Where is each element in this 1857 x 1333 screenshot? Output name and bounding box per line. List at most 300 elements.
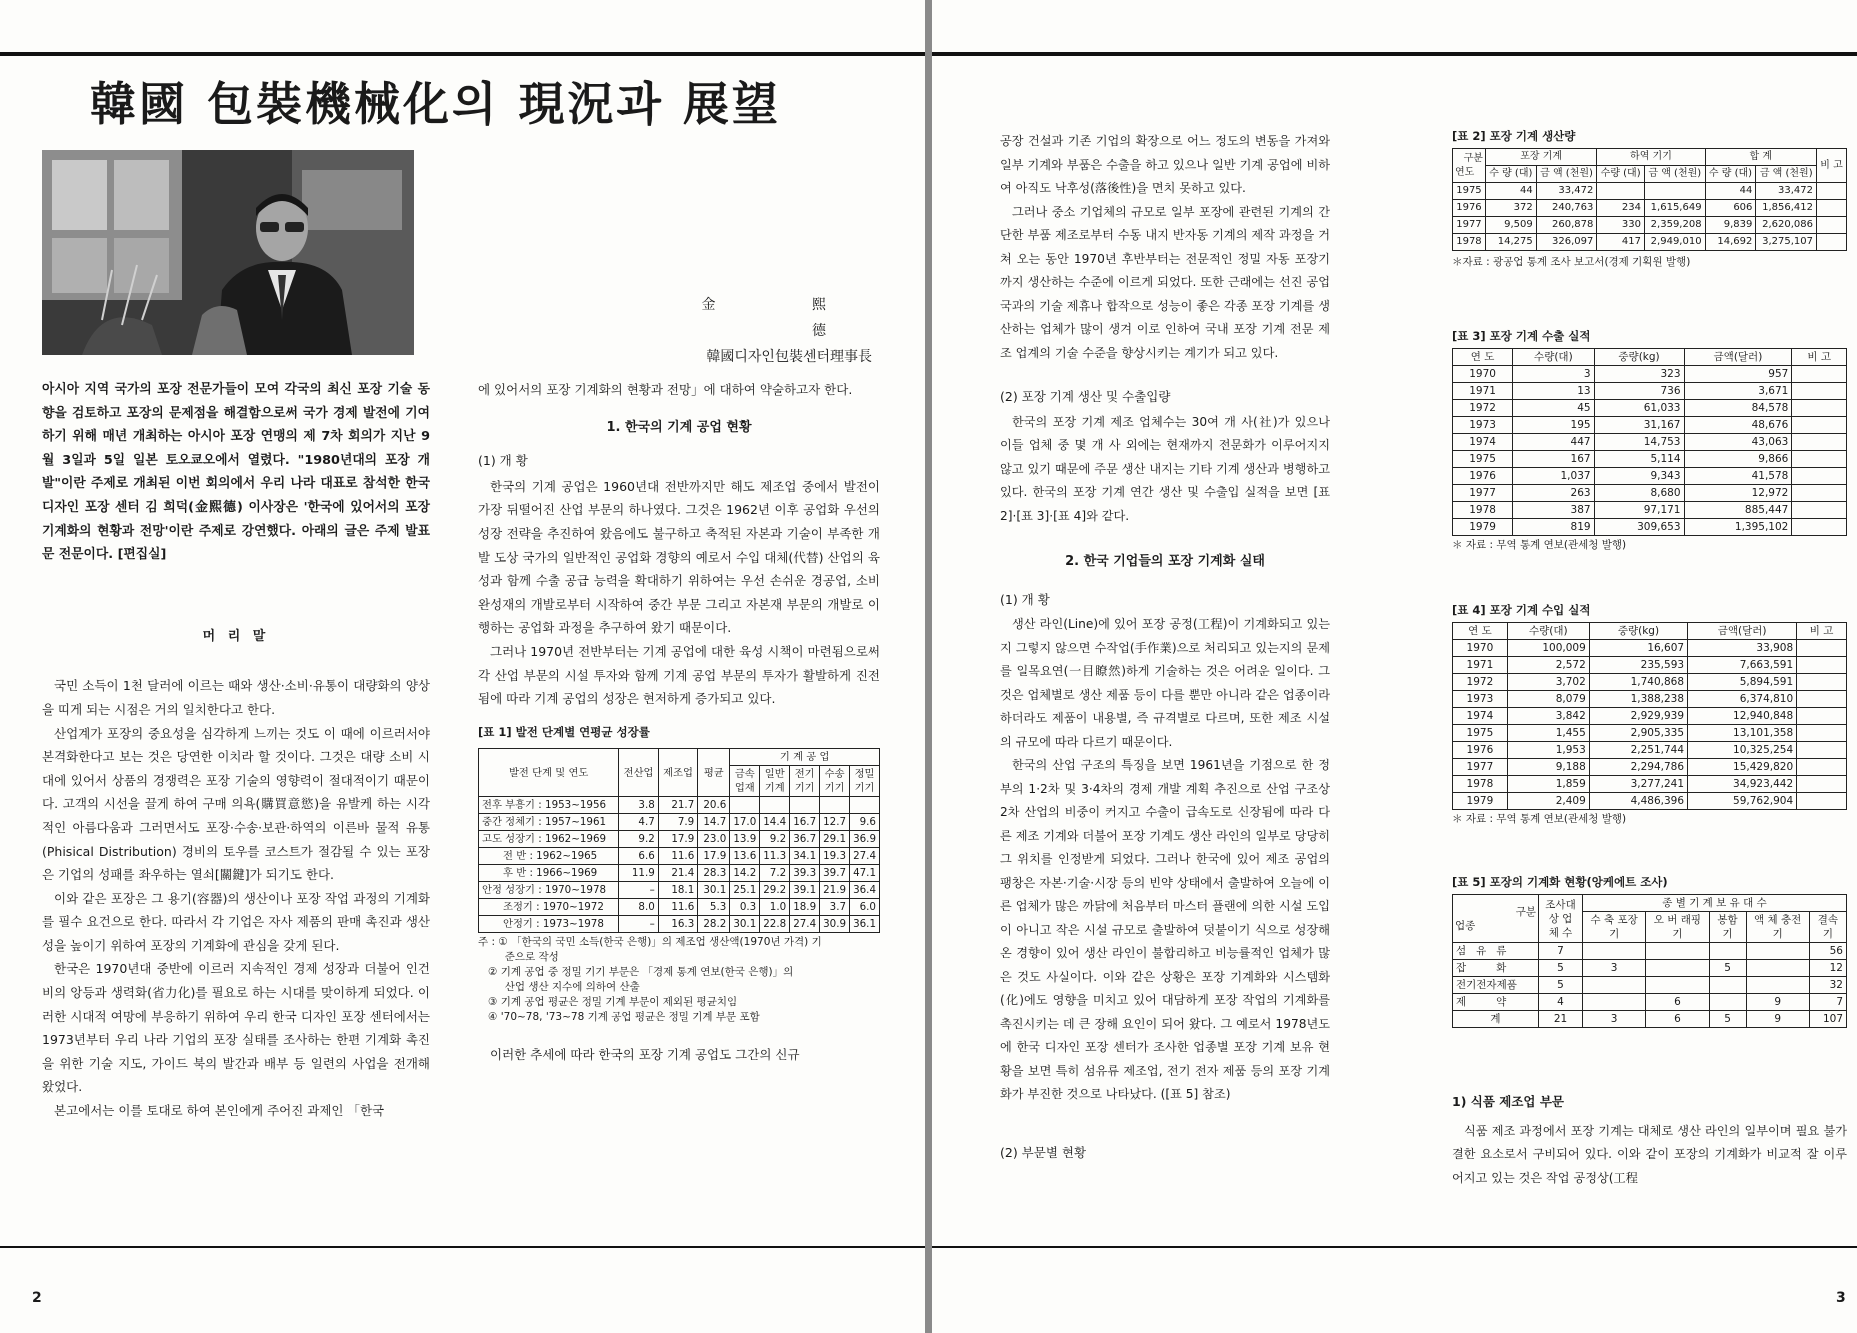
table-cell: 61,033 bbox=[1594, 400, 1684, 417]
table-cell bbox=[1792, 468, 1847, 485]
table-cell: 1,856,412 bbox=[1756, 200, 1817, 217]
table-cell: – bbox=[619, 882, 658, 899]
table-cell: 3,277,241 bbox=[1589, 776, 1687, 793]
table-cell bbox=[1646, 943, 1709, 960]
table-row bbox=[1453, 383, 1847, 400]
table-row bbox=[1453, 640, 1847, 657]
table-cell: 14.2 bbox=[730, 865, 760, 882]
table-cell: 5,894,591 bbox=[1688, 674, 1797, 691]
table-cell: 10,325,254 bbox=[1688, 742, 1797, 759]
table-row bbox=[1453, 485, 1847, 502]
table-cell: 1974 bbox=[1453, 434, 1513, 451]
table2-corner-top: 구분 bbox=[1463, 152, 1483, 164]
table2-header: 하역 기기 bbox=[1597, 149, 1705, 166]
intro-heading: 머 리 말 bbox=[202, 628, 270, 644]
table1-note: 산업 생산 지수에 의하여 산출 bbox=[478, 981, 640, 994]
table3-header-row bbox=[1453, 349, 1847, 366]
table-cell: 6,374,810 bbox=[1688, 691, 1797, 708]
table-cell: 7.2 bbox=[760, 865, 790, 882]
table-cell: 전기전자제품 bbox=[1453, 977, 1539, 994]
table-cell: 12.7 bbox=[820, 814, 850, 831]
spine-gutter bbox=[925, 0, 932, 1333]
table-cell: 1,740,868 bbox=[1589, 674, 1687, 691]
table-cell: 260,878 bbox=[1536, 217, 1597, 234]
table-cell: 34.1 bbox=[790, 848, 820, 865]
table-cell: 5 bbox=[1709, 1011, 1746, 1028]
table-cell bbox=[1792, 519, 1847, 536]
author-role: 韓國디자인包裝센터理事長 bbox=[706, 349, 872, 365]
table-cell: 27.4 bbox=[850, 848, 880, 865]
table-row bbox=[1453, 691, 1847, 708]
table-cell: 32 bbox=[1809, 977, 1846, 994]
table-cell: 3.8 bbox=[619, 797, 658, 814]
table-cell: 15,429,820 bbox=[1688, 759, 1797, 776]
table-cell: 17.9 bbox=[658, 831, 697, 848]
table-cell bbox=[1797, 691, 1847, 708]
table-row bbox=[1453, 200, 1847, 217]
table-row bbox=[1453, 759, 1847, 776]
table-cell: 9,839 bbox=[1705, 217, 1756, 234]
table5-subheader: 봉함기 bbox=[1709, 912, 1746, 943]
table1-note: 준으로 작성 bbox=[478, 951, 559, 964]
table-cell: 309,653 bbox=[1594, 519, 1684, 536]
table1-header: 제조업 bbox=[658, 749, 697, 797]
table-cell: 9.2 bbox=[760, 831, 790, 848]
table-cell: 33,472 bbox=[1756, 183, 1817, 200]
table-row bbox=[1453, 234, 1847, 251]
table2-subheader: 금 액 (천원) bbox=[1756, 166, 1817, 183]
table5-header: 종 별 기 계 보 유 대 수 bbox=[1583, 895, 1847, 912]
table-cell: 36.7 bbox=[790, 831, 820, 848]
table-cell: 6.6 bbox=[619, 848, 658, 865]
table1-header: 전산업 bbox=[619, 749, 658, 797]
table-cell bbox=[1797, 708, 1847, 725]
table-header-cell: 금액(달러) bbox=[1688, 623, 1797, 640]
table-cell: 13.9 bbox=[730, 831, 760, 848]
table-cell: 36.1 bbox=[850, 916, 880, 933]
table1-body bbox=[479, 797, 880, 933]
table-row bbox=[1453, 1011, 1847, 1028]
table-cell: 14,753 bbox=[1594, 434, 1684, 451]
table-row bbox=[479, 865, 880, 882]
table2-subheader: 수 량 (대) bbox=[1705, 166, 1756, 183]
table5-corner bbox=[1453, 895, 1539, 943]
section2-heading: 2. 한국 기업들의 포장 기계화 실태 bbox=[1065, 554, 1265, 569]
table-cell: 30.9 bbox=[820, 916, 850, 933]
table4-caption: [표 4] 포장 기계 수입 실적 bbox=[1452, 603, 1591, 617]
table4 bbox=[1452, 622, 1847, 810]
table-row bbox=[1453, 943, 1847, 960]
sector-subheading: (2) 부문별 현황 bbox=[1000, 1144, 1087, 1160]
table-cell: 계 bbox=[1453, 1011, 1539, 1028]
intro-paragraph: 본고에서는 이를 토대로 하여 본인에게 주어진 과제인 「한국 bbox=[54, 1103, 385, 1119]
table-cell: 13.6 bbox=[730, 848, 760, 865]
table-cell: 1977 bbox=[1453, 759, 1508, 776]
table1-subheader: 정밀 기기 bbox=[850, 766, 880, 797]
table-header-cell: 중량(kg) bbox=[1594, 349, 1684, 366]
table-cell: 2,949,010 bbox=[1644, 234, 1705, 251]
table-cell: 12,940,848 bbox=[1688, 708, 1797, 725]
table-cell: 1971 bbox=[1453, 383, 1513, 400]
table-cell: 33,908 bbox=[1688, 640, 1797, 657]
table-cell: 6.0 bbox=[850, 899, 880, 916]
table-row bbox=[1453, 657, 1847, 674]
table-cell: 9 bbox=[1746, 1011, 1809, 1028]
table3-block bbox=[1452, 328, 1847, 553]
table2-subheader: 금 액 (천원) bbox=[1644, 166, 1705, 183]
table-row bbox=[1453, 793, 1847, 810]
table-cell: 전 반 : 1962~1965 bbox=[479, 848, 619, 865]
table-cell: 11.6 bbox=[658, 899, 697, 916]
table5-body bbox=[1453, 943, 1847, 1028]
table-cell: 240,763 bbox=[1536, 200, 1597, 217]
table-cell: 2,905,335 bbox=[1589, 725, 1687, 742]
table-cell bbox=[1597, 183, 1645, 200]
table1 bbox=[478, 748, 880, 933]
table1-subheader: 전기 기기 bbox=[790, 766, 820, 797]
table-cell: 44 bbox=[1705, 183, 1756, 200]
table-header-cell: 연 도 bbox=[1453, 623, 1508, 640]
table-row bbox=[1453, 366, 1847, 383]
table2-header: 합 계 bbox=[1705, 149, 1816, 166]
right-column-2-bottom bbox=[1452, 1086, 1847, 1190]
table5-subheader: 액 체 충전기 bbox=[1746, 912, 1809, 943]
table2-block bbox=[1452, 128, 1847, 270]
author-photo bbox=[42, 150, 414, 355]
table-cell: 12,972 bbox=[1684, 485, 1792, 502]
table-cell bbox=[1797, 776, 1847, 793]
table-cell: 2,359,208 bbox=[1644, 217, 1705, 234]
table-cell bbox=[1792, 485, 1847, 502]
table-cell: 27.4 bbox=[790, 916, 820, 933]
table-cell bbox=[1797, 640, 1847, 657]
table-row bbox=[1453, 708, 1847, 725]
table-header-cell: 비 고 bbox=[1792, 349, 1847, 366]
table-cell bbox=[1792, 383, 1847, 400]
table-cell bbox=[1792, 417, 1847, 434]
table3 bbox=[1452, 348, 1847, 536]
table-cell: 330 bbox=[1597, 217, 1645, 234]
table-cell: 중간 정체기 : 1957~1961 bbox=[479, 814, 619, 831]
table-cell: 잡 화 bbox=[1453, 960, 1539, 977]
table-cell: 4,486,396 bbox=[1589, 793, 1687, 810]
table-cell: 33,472 bbox=[1536, 183, 1597, 200]
table-cell: 36.9 bbox=[850, 831, 880, 848]
table-cell: 235,593 bbox=[1589, 657, 1687, 674]
table-row bbox=[1453, 742, 1847, 759]
table-cell: 9,343 bbox=[1594, 468, 1684, 485]
section2-subheading: (1) 개 황 bbox=[1000, 591, 1050, 607]
table-cell: 2,929,939 bbox=[1589, 708, 1687, 725]
table-cell: 819 bbox=[1513, 519, 1594, 536]
table2-subheader: 수량 (대) bbox=[1597, 166, 1645, 183]
table-cell: 3.7 bbox=[820, 899, 850, 916]
table-cell bbox=[1792, 434, 1847, 451]
table-cell: – bbox=[619, 916, 658, 933]
table-cell: 48,676 bbox=[1684, 417, 1792, 434]
table-row bbox=[1453, 400, 1847, 417]
table-cell: 7 bbox=[1809, 994, 1846, 1011]
intro-paragraph: 이와 같은 포장은 그 용기(容器)의 생산이나 포장 작업 과정의 기계화를 필수 요건으로 한다. 따라서 각 기업은 자사 제품의 판매 촉진과 생산성을 높이기 위하여 포장의 기계화에 관심을 갖게 된다. bbox=[42, 890, 430, 953]
table-cell: 14,692 bbox=[1705, 234, 1756, 251]
table2-corner bbox=[1453, 149, 1486, 183]
author-name: 金 熙 德 bbox=[701, 297, 872, 339]
table2 bbox=[1452, 148, 1847, 251]
table-cell: 9,188 bbox=[1507, 759, 1589, 776]
table-cell: 30.1 bbox=[698, 882, 730, 899]
table-cell: 5 bbox=[1709, 960, 1746, 977]
table-cell: 1978 bbox=[1453, 234, 1486, 251]
table-cell: 1972 bbox=[1453, 400, 1513, 417]
right-paragraph: 그러나 중소 기업체의 규모로 일부 포장에 관련된 기계의 간단한 부품 제조로부터 수동 내지 반자동 기계의 제작 과정을 거쳐 오는 동안 1970년 후반부터는 전문적인 정밀 자동 포장기까지 생산하는 수준에 이르게 되었다. 또한 근래에는 선진 공업국과의 기술 제휴나 합작으로 성능이 좋은 각종 포장 기계를 생산하는 업체가 많이 생겨 이로 인하여 국내 포장 기계 전문 제조 업계의 기술 수준을 향상시키는 계기가 되고 있다. bbox=[1000, 204, 1330, 360]
table-cell: 20.6 bbox=[698, 797, 730, 814]
table-cell: 6 bbox=[1646, 994, 1709, 1011]
author-byline bbox=[672, 292, 872, 370]
table2-caption: [표 2] 포장 기계 생산량 bbox=[1452, 129, 1576, 143]
table-row bbox=[1453, 417, 1847, 434]
table-row bbox=[1453, 674, 1847, 691]
table-cell: 안정기 : 1973~1978 bbox=[479, 916, 619, 933]
table-cell: 84,578 bbox=[1684, 400, 1792, 417]
table-row bbox=[1453, 994, 1847, 1011]
table-cell: 3 bbox=[1513, 366, 1594, 383]
table-cell: 3,275,107 bbox=[1756, 234, 1817, 251]
table-cell: 16.3 bbox=[658, 916, 697, 933]
table-cell: 1,953 bbox=[1507, 742, 1589, 759]
table-header-cell: 금액(달러) bbox=[1684, 349, 1792, 366]
table-cell: 섬 유 류 bbox=[1453, 943, 1539, 960]
table-cell: 11.6 bbox=[658, 848, 697, 865]
table-cell: 107 bbox=[1809, 1011, 1846, 1028]
table-cell: 1,455 bbox=[1507, 725, 1589, 742]
table-row bbox=[1453, 519, 1847, 536]
table-row bbox=[1453, 776, 1847, 793]
top-rule bbox=[0, 52, 925, 56]
author-portrait-image bbox=[42, 150, 414, 355]
table1-note: ③ 기계 공업 평균은 정밀 기계 부문이 제외된 평균치임 bbox=[478, 996, 738, 1009]
table-cell: 0.3 bbox=[730, 899, 760, 916]
table-cell: 39.3 bbox=[790, 865, 820, 882]
table-cell: 3,671 bbox=[1684, 383, 1792, 400]
table-cell bbox=[1817, 200, 1847, 217]
table-cell: 30.1 bbox=[730, 916, 760, 933]
table-cell: 1976 bbox=[1453, 468, 1513, 485]
table2-corner-bottom: 연도 bbox=[1455, 166, 1475, 178]
table-cell: 5 bbox=[1539, 960, 1583, 977]
table-cell: 7.9 bbox=[658, 814, 697, 831]
table-cell: 3 bbox=[1583, 1011, 1646, 1028]
table-cell: 9,866 bbox=[1684, 451, 1792, 468]
food-paragraph: 식품 제조 과정에서 포장 기계는 대체로 생산 라인의 일부이며 필요 불가결한 요소로서 구비되어 있다. 이와 같이 포장의 기계화가 비교적 잘 이루어지고 있는 것은 작업 공정상(工程 bbox=[1452, 1123, 1847, 1185]
table-cell: 안정 성장기 : 1970~1978 bbox=[479, 882, 619, 899]
table5-subheader: 오 버 래핑기 bbox=[1646, 912, 1709, 943]
table-cell: 47.1 bbox=[850, 865, 880, 882]
section1-paragraph: 그러나 1970년 전반부터는 기계 공업에 대한 육성 시책이 마련됨으로써 각 산업 부문의 시설 투자와 함께 기계 공업 부문의 투자가 활발하게 진전됨에 따라 기계 공업의 성장은 현저하게 증가되고 있다. bbox=[478, 643, 880, 707]
table-cell: 43,063 bbox=[1684, 434, 1792, 451]
table1-header: 기 계 공 업 bbox=[730, 749, 880, 766]
table-cell: 447 bbox=[1513, 434, 1594, 451]
table-cell: 제 약 bbox=[1453, 994, 1539, 1011]
left-column-2 bbox=[478, 378, 880, 1067]
table-cell bbox=[1797, 759, 1847, 776]
table-cell: 6 bbox=[1646, 1011, 1709, 1028]
col2-continuation: 에 있어서의 포장 기계화의 현황과 전망」에 대하여 약술하고자 한다. bbox=[478, 382, 853, 397]
table-cell: 1.0 bbox=[760, 899, 790, 916]
table-cell: 45 bbox=[1513, 400, 1594, 417]
table-row bbox=[1453, 960, 1847, 977]
table-cell: 1972 bbox=[1453, 674, 1508, 691]
table-cell: 417 bbox=[1597, 234, 1645, 251]
table-cell: 44 bbox=[1485, 183, 1536, 200]
table-cell: 1,395,102 bbox=[1684, 519, 1792, 536]
table-cell: 2,620,086 bbox=[1756, 217, 1817, 234]
table-cell: 1,615,649 bbox=[1644, 200, 1705, 217]
table-cell: 8.0 bbox=[619, 899, 658, 916]
table-cell: 1978 bbox=[1453, 776, 1508, 793]
table-cell: 7 bbox=[1539, 943, 1583, 960]
table-cell: 9.6 bbox=[850, 814, 880, 831]
table-cell: 1973 bbox=[1453, 417, 1513, 434]
table2-header: 비 고 bbox=[1817, 149, 1847, 183]
table-cell: 1975 bbox=[1453, 183, 1486, 200]
table1-caption: [표 1] 발전 단계별 연평균 성장률 bbox=[478, 724, 650, 739]
table-cell: 21.4 bbox=[658, 865, 697, 882]
table-cell bbox=[1746, 943, 1809, 960]
table-cell: 1976 bbox=[1453, 742, 1508, 759]
table-cell: 21.9 bbox=[820, 882, 850, 899]
table-cell: 후 반 : 1966~1969 bbox=[479, 865, 619, 882]
table2-source: ＊자료 : 광공업 통계 조사 보고서(경제 기획원 발행) bbox=[1452, 256, 1691, 268]
table-cell: 13 bbox=[1513, 383, 1594, 400]
table-cell: 7,663,591 bbox=[1688, 657, 1797, 674]
table-cell: 100,009 bbox=[1507, 640, 1589, 657]
top-rule bbox=[932, 52, 1857, 56]
table-cell: 323 bbox=[1594, 366, 1684, 383]
table-cell: 1973 bbox=[1453, 691, 1508, 708]
table-cell: 고도 성장기 : 1962~1969 bbox=[479, 831, 619, 848]
table-cell: 11.9 bbox=[619, 865, 658, 882]
table-cell: 16.7 bbox=[790, 814, 820, 831]
table-cell: 29.2 bbox=[760, 882, 790, 899]
table-cell bbox=[1817, 217, 1847, 234]
table-header-cell: 수량(대) bbox=[1507, 623, 1589, 640]
left-column-1 bbox=[42, 378, 430, 1123]
table-cell: 606 bbox=[1705, 200, 1756, 217]
table-cell: 957 bbox=[1684, 366, 1792, 383]
left-page bbox=[0, 0, 925, 1333]
table-cell bbox=[730, 797, 760, 814]
table3-source: ＊ 자료 : 무역 통계 연보(관세청 발행) bbox=[1452, 539, 1627, 551]
table5-corner-bottom: 업종 bbox=[1455, 919, 1476, 932]
table-cell: 2,409 bbox=[1507, 793, 1589, 810]
table1-note: ② 기계 공업 중 정밀 기기 부문은 「경제 통계 연보(한국 은행)」의 bbox=[478, 966, 794, 979]
table-cell bbox=[1583, 943, 1646, 960]
table-cell: 12 bbox=[1809, 960, 1846, 977]
table-cell: 11.3 bbox=[760, 848, 790, 865]
table4-source: ＊ 자료 : 무역 통계 연보(관세청 발행) bbox=[1452, 813, 1627, 825]
table-cell: 전후 부흥기 : 1953~1956 bbox=[479, 797, 619, 814]
table-row bbox=[479, 848, 880, 865]
table-cell bbox=[760, 797, 790, 814]
table-cell: 3 bbox=[1583, 960, 1646, 977]
table-cell: 34,923,442 bbox=[1688, 776, 1797, 793]
table-cell bbox=[1709, 994, 1746, 1011]
table-cell bbox=[1644, 183, 1705, 200]
table-header-cell: 연 도 bbox=[1453, 349, 1513, 366]
table-cell: 28.2 bbox=[698, 916, 730, 933]
table5 bbox=[1452, 894, 1847, 1028]
table-cell: 29.1 bbox=[820, 831, 850, 848]
table-row bbox=[1453, 183, 1847, 200]
table-cell bbox=[1709, 977, 1746, 994]
table-cell: 36.4 bbox=[850, 882, 880, 899]
table-cell bbox=[1792, 400, 1847, 417]
table-row bbox=[1453, 502, 1847, 519]
table-cell: 41,578 bbox=[1684, 468, 1792, 485]
table-cell: 372 bbox=[1485, 200, 1536, 217]
section1-heading: 1. 한국의 기계 공업 현황 bbox=[606, 419, 752, 435]
table-cell: 9,509 bbox=[1485, 217, 1536, 234]
table-cell: 1975 bbox=[1453, 451, 1513, 468]
table-cell bbox=[1792, 502, 1847, 519]
table-cell bbox=[1797, 725, 1847, 742]
table-cell bbox=[1817, 234, 1847, 251]
table-row bbox=[479, 899, 880, 916]
table-row bbox=[1453, 217, 1847, 234]
table-cell: 17.9 bbox=[698, 848, 730, 865]
table-cell: 5,114 bbox=[1594, 451, 1684, 468]
table-cell: 8,680 bbox=[1594, 485, 1684, 502]
table-cell bbox=[1646, 977, 1709, 994]
table-cell: 3,702 bbox=[1507, 674, 1589, 691]
table-row bbox=[1453, 977, 1847, 994]
table-cell: 39.7 bbox=[820, 865, 850, 882]
table-cell: 1970 bbox=[1453, 366, 1513, 383]
table-row bbox=[1453, 725, 1847, 742]
table4-block bbox=[1452, 602, 1847, 827]
table-cell: 조정기 : 1970~1972 bbox=[479, 899, 619, 916]
table-row bbox=[479, 831, 880, 848]
table-cell bbox=[790, 797, 820, 814]
table-cell: 4.7 bbox=[619, 814, 658, 831]
table-cell bbox=[1797, 793, 1847, 810]
section2-paragraph: 생산 라인(Line)에 있어 포장 공정(工程)이 기계화되고 있는지 그렇지 않으면 수작업(手作業)으로 처리되고 있는지의 문제를 일목요연(一目瞭然)하게 기술하는 것은 어려운 일이다. 그것은 업체별로 생산 제품 등이 다를 뿐만 아니라 같은 업종이라 하더라도 제품이 내용별, 즉 규격별로 다르며, 또한 제조 시설의 규모에 따라 다르기 때문이다. bbox=[1000, 617, 1330, 749]
table-cell bbox=[1792, 451, 1847, 468]
table-cell bbox=[1797, 742, 1847, 759]
table3-caption: [표 3] 포장 기계 수출 실적 bbox=[1452, 329, 1591, 343]
table-cell bbox=[1792, 366, 1847, 383]
table-cell: 1979 bbox=[1453, 793, 1508, 810]
table5-block bbox=[1452, 874, 1847, 1028]
table-cell: 97,171 bbox=[1594, 502, 1684, 519]
table2-body bbox=[1453, 183, 1847, 251]
right-page bbox=[932, 0, 1857, 1333]
bottom-rule bbox=[932, 1246, 1857, 1248]
table2-subheader: 금 액 (천원) bbox=[1536, 166, 1597, 183]
table1-subheader: 수송 기기 bbox=[820, 766, 850, 797]
table1-subheader: 금속 업재 bbox=[730, 766, 760, 797]
col2-bottom-line: 이러한 추세에 따라 한국의 포장 기계 공업도 그간의 신규 bbox=[490, 1047, 800, 1063]
intro-paragraph: 산업계가 포장의 중요성을 심각하게 느끼는 것도 이 때에 이르러서야 본격화한다고 보는 것은 당연한 이치라 할 것이다. 그것은 대량 소비 시대에 있어서 상품의 경쟁력은 포장 기술의 영향력이 절대적이기 때문이다. 고객의 시선을 끌게 하여 구매 의욕(購買意慾)을 유발케 하는 시각적인 아름다움과 그러면서도 포장·수송·보관·하역의 이른바 물적 유통(Phisical Distribution) 경비의 토우를 코스트가 절감될 수 있는 포장은 기업의 성패를 좌우하는 열쇠[關鍵]가 되기도 한다. bbox=[42, 725, 430, 883]
table-cell: 1974 bbox=[1453, 708, 1508, 725]
table-cell: 16,607 bbox=[1589, 640, 1687, 657]
table-row bbox=[1453, 468, 1847, 485]
table-cell: 19.3 bbox=[820, 848, 850, 865]
table-cell bbox=[1797, 674, 1847, 691]
table-cell: 31,167 bbox=[1594, 417, 1684, 434]
table5-subheader: 수 축 포장기 bbox=[1583, 912, 1646, 943]
table5-header: 조사대상 업 체 수 bbox=[1539, 895, 1583, 943]
